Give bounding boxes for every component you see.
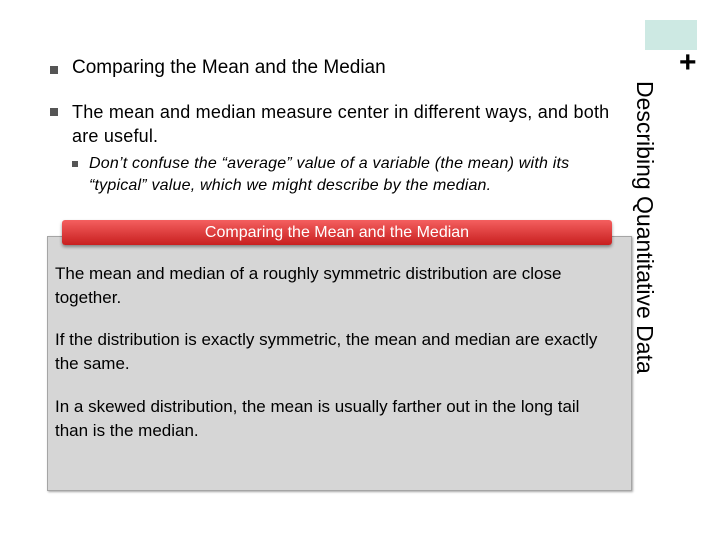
- bullet-square-icon: [50, 108, 58, 116]
- side-title: Describing Quantitative Data: [632, 81, 658, 374]
- bullet-square-icon: [50, 66, 58, 74]
- sub-bullet-square-icon: [72, 161, 78, 167]
- heading-bullet: Comparing the Mean and the Median: [72, 57, 386, 78]
- sub-bullet: Don’t confuse the “average” value of a variable (the mean) with its “typical” value, which we might describe by the median.: [89, 155, 570, 194]
- callout-paragraph: If the distribution is exactly symmetric, the mean and median are exactly the same.: [55, 330, 598, 373]
- main-bullet: The mean and median measure center in different ways, and both are useful.: [72, 102, 610, 146]
- callout-paragraph: The mean and median of a roughly symmetric distribution are close together.: [55, 264, 562, 307]
- plus-icon: +: [679, 46, 697, 79]
- callout-paragraph: In a skewed distribution, the mean is usually farther out in the long tail than is the median.: [55, 397, 580, 440]
- callout-panel-title: Comparing the Mean and the Median: [62, 220, 612, 245]
